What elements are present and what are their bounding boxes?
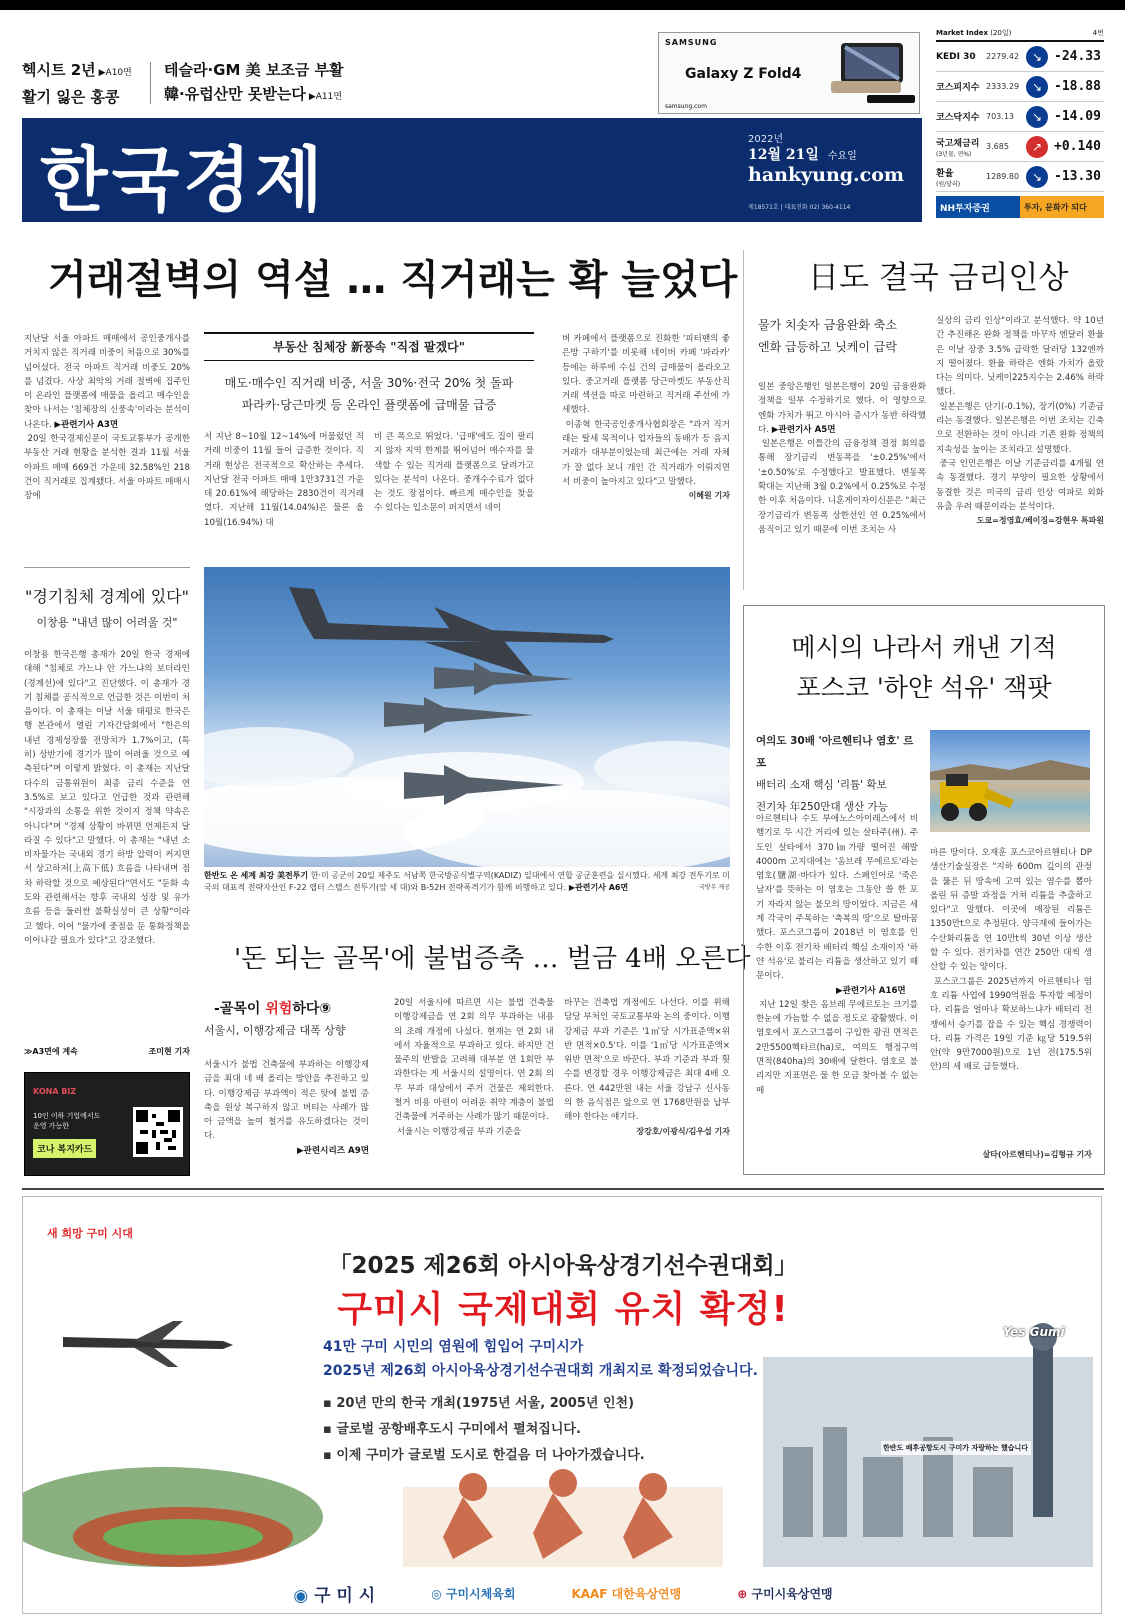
masthead-weekday: 수요일	[827, 151, 857, 162]
mi-change: -14.09	[1054, 109, 1101, 124]
alley-sub: 서울시, 이행강제금 대폭 상향	[204, 1024, 346, 1037]
boj-headline[interactable]: 日도 결국 금리인상	[808, 260, 1069, 296]
main-byline: 이혜원 기자	[688, 491, 730, 501]
alley-headline[interactable]: '돈 되는 골목'에 불법증축 … 벌금 4배 오른다	[234, 944, 751, 974]
samsung-brand: SAMSUNG	[665, 38, 718, 47]
arrow-down-icon: ↘	[1026, 166, 1048, 188]
aircraft-formation-icon	[204, 567, 730, 867]
posco-col1: 아르헨티나 수도 부에노스아이레스에서 비행기로 두 시간 거리에 있는 살타주(州). 주도인 살타에서 370㎞가량 떨어진 해발 4000m 고지대에는 '옴브레 무에르토'라는 염호(鹽湖·바다가 있다. 스페인어로 '죽은 남자'를 뜻하는 이 염호는 그동안 쓸 한 포기 자라지 않는 불모의 땅이었다. 지금은 세계 각국이 주목하는 '축복의 땅'으로 탈바꿈했다. 포스코그룹이 2018년 이 염호를 인수한 이후 전기차 배터리 핵심 소재이자 '하얀 석유'로 불리는 리튬을 생산하고 있기 때문이다. ▶관련기사 A16면 지난 12일 찾은 옴브레 무에르토는 크기를 한눈에 가늠할 수 없을 정도로 광활했다. 이 염호에서 포스코그룹이 구입한 광권 면적은 2만5500헥타르(ha)로, 여의도 행정구역 면적(840ha)의 30배에 달한다. 염호로 불리지만 지표면은 물 한 모금 찾아볼 수 없는 메	[756, 814, 918, 1096]
main-subheads	[204, 372, 534, 416]
posco-byline-row	[930, 1148, 1092, 1164]
market-index-row[interactable]	[936, 42, 1104, 72]
posco-byline: 살타(아르헨티나)=김형규 기자	[982, 1150, 1092, 1159]
mi-name: 국고채금리 (3년물, 연%)	[936, 138, 980, 158]
masthead-site[interactable]: hankyung.com	[748, 164, 905, 186]
teaser-right-line1: 테슬라·GM 美 보조금 부활	[164, 61, 344, 79]
main-story-col2: 서 지난 8~10월 12~14%에 머물렀던 직거래 비중이 11월 들어 급증한 것이다. 직거래 현상은 전국적으로 확산하는 추세다. 지난달 전국 아파트 매매 1만3731건 가운데 20.61%에 해당하는 2830건이 직거래였다. 지난해 11월(14.04%)은 물론 올 10월(16.94%) 대	[204, 432, 364, 528]
market-index-date: (20일)	[990, 29, 1012, 37]
lithium-salt-lake-photo[interactable]	[930, 730, 1090, 832]
posco-headline[interactable]	[743, 628, 1105, 708]
market-index-title: Market Index	[936, 29, 989, 37]
boj-col1: 일본 중앙은행인 일본은행이 20일 금융완화 정책을 일부 수정하기로 했다. 이 영향으로 엔화 가치가 뛰고 아시아 증시가 동반 하락했다. ▶관련기사 A5면 일본은행은 이틀간의 금융정책 결정 회의를 통해 장기금리 변동폭을 '±0.25%'에서 '±0.50%'로 수정했다고 발표했다. 변동폭 확대는 지난해 3월 0.2%에서 0.25%로 수정한 이후 처음이다. 니혼게이자이신문은 "최근 장기금리가 변동폭 상한선인 연 0.25%에서 움직이고 있기 때문에 이번 조치는 사	[758, 382, 926, 535]
qr-code-icon[interactable]	[133, 1107, 183, 1157]
recession-ref[interactable]: ≫A3면에 계속	[24, 1047, 78, 1056]
top-black-bar	[0, 0, 1125, 10]
arrow-down-icon: ↘	[1026, 76, 1048, 98]
samsung-product: Galaxy Z Fold4	[685, 66, 802, 82]
excavator-icon	[930, 730, 1090, 832]
ad-note: 한반도 배후공항도시 구미가 자랑하는 했습니다	[881, 1441, 1031, 1455]
market-index-row[interactable]	[936, 132, 1104, 162]
recession-rule	[24, 567, 190, 568]
mi-value: 3.685	[986, 142, 1009, 151]
boj-subheads	[758, 314, 918, 358]
ad-bullet-3: 이제 구미가 글로벌 도시로 한걸음 더 나아가겠습니다.	[336, 1448, 645, 1463]
fighter-jets-photo[interactable]	[204, 567, 730, 867]
boj-col2: 실상의 금리 인상"이라고 분석했다. 약 10년간 추진해온 완화 정책을 바꾸자 엔달러 환율은 이날 장중 3.5% 급락한 달러당 132엔까지 떨어졌다. 환율 하락은 엔화 가치가 올랐다는 의미다. 닛케이225지수는 2.46% 하락했다. 일본은행은 단기(-0.1%), 장기(0%) 기준금리는 동결했다. 일본은행은 이번 조치는 긴축으로 전환하는 것이 아니라 기존 완화 정책의 지속성을 높이는 조치라고 설명했다. 중국 인민은행은 이날 기준금리를 4개월 연속 동결했다. 경기 부양이 필요한 상황에서 동결한 것은 미국의 금리 인상 여파로 외화 유출 우려 때문이라는 분석이다. 도쿄=정영효/베이징=강현우 특파원	[936, 314, 1104, 585]
yes-gumi-badge: Yes Gumi	[1003, 1325, 1065, 1339]
galaxy-fold-phone-icon	[827, 37, 917, 111]
alley-col1: 서울시가 불법 건축물에 부과하는 이행강제금을 최대 네 배 올리는 방안을 추진하고 있다. 이행강제금 부과액이 적은 탓에 불법 증축을 원상 복구하지 않고 버티는 사례가 많아 금액을 높여 철거를 유도하겠다는 것이다. ▶관련시리즈 A9면	[204, 1058, 369, 1176]
nh-slogan: 투자, 문화가 되다	[1020, 196, 1104, 218]
photo-caption-text: 한·미 공군이 20일 제주도 서남쪽 한국방공식별구역(KADIZ) 일대에서 연합 공군훈련을 실시했다. 세계 최강 전투기로 미국의 대표적 전략자산인 F-22 랩터 스텔스 전투기(앞 세 대)와 B-52H 전략폭격기가 함께 비행하고 있다.	[204, 871, 730, 892]
teaser-divider	[150, 62, 151, 104]
posco-col2: 마른 땅이다. 오재훈 포스코아르헨티나 DP생산기술실장은 "지하 600m 깊이의 관정을 뚫은 뒤 땅속에 고여 있는 염수를 뽑아 올린 뒤 증발 과정을 거쳐 리튬을 추출하고 있다"고 말했다. 이곳에 매장된 리튬은 1350만t으로 추정된다. 양극재에 들어가는 수산화리튬을 연 10만t씩 30년 이상 생산할 수 있다. 전기차를 연간 250만 대씩 생산할 수 있는 양이다. 포스코그룹은 2025년까지 아르헨티나 염호 리튬 사업에 1990억원을 투자할 예정이다. 리튬을 얼마나 확보하느냐가 배터리 전쟁에서 승기를 잡을 수 있는 핵심 경쟁력이다. 리튬 가격은 19일 기준 ㎏당 519.5위안(약 9만7000원)으로 1년 전(175.5위안)의 세 배로 급등했다.	[930, 848, 1092, 1073]
recession-sub: 이창용 "내년 많이 어려울 것"	[36, 616, 178, 629]
photo-caption-ref[interactable]: ▶관련기사 A6면	[568, 883, 629, 892]
mi-name: 환율 (원/달러)	[936, 168, 961, 188]
market-index-rows	[936, 42, 1104, 192]
teaser-left-line1: 헥시트 2년	[22, 61, 96, 79]
masthead-year: 2022년	[748, 134, 784, 145]
mi-value: 1289.80	[986, 172, 1020, 181]
samsung-url: samsung.com	[665, 103, 707, 110]
ad-bullet-1: 20년 만의 한국 개최(1975년 서울, 2005년 인천)	[336, 1396, 635, 1411]
ad-title: 「2025 제26회 아시아육상경기선수권대회」	[328, 1253, 798, 1279]
teaser-left-ref: ▶A10면	[98, 68, 132, 78]
newspaper-logo[interactable]: 한국경제	[40, 139, 327, 221]
boj-sub2: 엔화 급등하고 닛케이 급락	[758, 340, 897, 354]
main-headline[interactable]: 거래절벽의 역설 … 직거래는 확 늘었다	[48, 257, 738, 303]
main-story-col3: 비 큰 폭으로 뛰었다. '급매'에도 집이 팔리지 않자 지역 한계를 뛰어넘어 매수자를 물색할 수 있는 직거래 플랫폼으로 달려가고 있다는 분석이 나온다. 중개수수료가 없다는 것도 장점이다. 빠르게 매수인을 찾을 수 있다는 입소문이 퍼지면서 네이	[374, 432, 534, 514]
mi-name: 코스닥지수	[936, 113, 980, 123]
alley-series-label: -골목이 위험하다⑨	[214, 1001, 332, 1017]
alley-col2: 20일 서울시에 따르면 시는 불법 건축물 이행강제금을 연 2회 의무 부과하는 내용의 조례 개정에 나섰다. 현재는 연 2회 내에서 자율적으로 부과하고 있다. 하지만 건물주의 반발을 고려해 대부분 연 1회만 부과한다는 게 서울시의 설명이다. 연 2회 의무 부과 대상에서 주거 건물은 제외한다. 철거 비용 마련이 어려운 취약 계층이 불법 건축물에 거주하는 사례가 많기 때문이다. 서울시는 이행강제금 부과 기준을	[394, 998, 554, 1137]
ad-bullets: ▪ 20년 만의 한국 개최(1975년 서울, 2005년 인천) ▪ 글로벌 공항배후도시 구미에서 펼쳐집니다. ▪ 이제 구미가 글로벌 도시로 한걸음 더 나아가겠습니다.	[323, 1396, 645, 1463]
masthead-date: 12월 21일	[748, 147, 819, 163]
teaser-right-line2: 韓·유럽산만 못받는다	[164, 85, 306, 103]
alley-ref[interactable]: ▶관련시리즈 A9면	[296, 1145, 369, 1156]
posco-sub3: 전기차 年250만대 생산 가능	[756, 801, 888, 813]
photo-caption-title: 한반도 온 세계 최강 美전투기	[204, 871, 309, 880]
ad-tagline: 새 희망 구미 시대	[47, 1227, 133, 1240]
main-story-col1: 지난달 서울 아파트 매매에서 공인중개사를 거치지 않은 직거래 비중이 처음으로 30%를 넘어섰다. 전국 아파트 직거래 비중도 20%를 넘겼다. 사상 최악의 거래 절벽에 집주인이 온라인 플랫폼에 매물을 올리고 매수인을 찾아 나서는 '침체장의 신풍속'이라는 분석이 나온다. ▶관련기사 A3면 20일 한국경제신문이 국토교통부가 공개한 부동산 거래 현황을 분석한 결과 11월 서울 아파트 매매 669건 가운데 32.58%인 218건이 직거래로 집계됐다. 서울 아파트 매매시장에	[24, 334, 190, 502]
arrow-up-icon: ↗	[1026, 136, 1048, 158]
mi-value: 2279.42	[986, 52, 1020, 61]
recession-footer	[24, 1046, 190, 1057]
arrow-down-icon: ↘	[1026, 106, 1048, 128]
teaser-hongkong[interactable]	[22, 58, 152, 109]
ad-logos-bar	[23, 1573, 1102, 1613]
recession-byline: 조미현 기자	[148, 1047, 190, 1056]
airplane-icon	[63, 1321, 233, 1367]
nh-sponsor[interactable]: NH투자증권	[936, 196, 1020, 218]
samsung-ad[interactable]	[658, 32, 920, 114]
gumi-athletics-logo[interactable]: ⊕ 구미시육상연맹	[737, 1586, 833, 1601]
ad-separator	[22, 1188, 1104, 1190]
mi-change: -18.88	[1054, 79, 1101, 94]
teaser-tesla[interactable]	[164, 58, 394, 109]
masthead-issue: 제18571호 | 대표전화 02) 360-4114	[748, 204, 851, 211]
photo-caption	[204, 870, 730, 894]
market-index-row[interactable]	[936, 72, 1104, 102]
mi-change: -13.30	[1054, 169, 1101, 184]
posco-headline-2: 포스코 '하얀 석유' 잭팟	[796, 673, 1052, 702]
market-index-row[interactable]	[936, 162, 1104, 192]
masthead	[22, 118, 922, 222]
kona-text: 10인 이하 기업에서도 운영 가능한	[33, 1112, 101, 1130]
market-index-panel	[936, 28, 1104, 224]
recession-body: 이창용 한국은행 총재가 20일 한국 경제에 대해 "침체로 가느냐 안 가느냐의 보더라인(경계선)에 있다"고 진단했다. 이 총재가 경기 침체를 공식적으로 언급한 것은 이번이 처음이다. 이 총재는 이날 서울 태평로 한국은행 본관에서 열린 기자간담회에서 "한은의 내년 경제성장률 전망치가 1.7%이고, (특히) 상반기에 경기가 많이 어려울 것으로 예측된다"며 이렇게 밝혔다. 이 총재는 지난달 다수의 금통위원이 최종 금리 수준을 연 3.5%로 보고 있다고 언급한 것과 관련해 "시장과의 소통을 위한 것이지 정책 약속은 아니다"며 "경제 상황이 바뀌면 언제든지 달라질 수 있다"고 말했다. 이 총재는 "내년 소비자물가는 국내외 경기 하방 압력이 커지면서 상고하저(上高下低) 흐름을 나타내며 점차 하락할 것으로 예상된다"면서도 "둔화 속도와 관련해서는 향후 국내외 성장 및 유가 흐름 등을 둘러싼 불확실성이 큰 상황"이라고 했다. 이어 "물가에 중점을 둔 통화정책을 이어나갈 필요가 있다"고 강조했다.	[24, 650, 190, 946]
main-sub1: 매도·매수인 직거래 비중, 서울 30%·전국 20% 첫 돌파	[224, 376, 514, 390]
gumi-sports-council-logo[interactable]: ◎ 구미시체육회	[431, 1586, 516, 1601]
alley-col3: 바꾸는 건축법 개정에도 나선다. 이를 위해 담당 부처인 국토교통부와 논의 중이다. 이행강제금 부과 기준은 '1㎡당 시가표준액×위반 면적×0.5'다. 이를 '1㎡당 시가표준액×위반 면적'으로 바꾼다. 부과 기준과 부과 횟수를 변경할 경우 이행강제금은 최대 4배 오른다. 연 442만원 내는 서울 강남구 신사동의 한 음식점은 앞으로 연 1768만원을 납부해야 한다는 얘기다. 장강호/이광식/김우섭 기자	[564, 996, 730, 1176]
posco-ref[interactable]: ▶관련기사 A16면	[836, 985, 906, 996]
mi-value: 703.13	[986, 112, 1014, 121]
main-sub2: 파라카·당근마켓 등 온라인 플랫폼에 급매물 급증	[241, 398, 497, 412]
main-kicker: 부동산 침체장 新풍속 "직접 팔겠다"	[273, 340, 465, 354]
mi-value: 2333.29	[986, 82, 1020, 91]
main-story-divider	[743, 250, 744, 590]
boj-byline: 도쿄=정영효/베이징=강현우 특파원	[976, 516, 1104, 526]
mi-name: KEDI 30	[936, 51, 976, 62]
ad-blue-2: 2025년 제26회 아시아육상경기선수권대회 개최지로 확정되었습니다.	[323, 1363, 758, 1379]
mi-name: 코스피지수	[936, 83, 980, 93]
teaser-right-ref: ▶A11면	[308, 92, 343, 102]
recession-headline[interactable]: "경기침체 경계에 있다"	[25, 587, 189, 606]
posco-sub1: 여의도 30배 '아르헨티나 염호' 르포	[756, 735, 914, 769]
main-story-col4: 버 카페에서 플랫폼으로 진화한 '피터팬의 좋은방 구하기'를 비롯해 네이버 카페 '파라카' 등에는 하루에 수십 건의 급매물이 올라오고 있다. 중고거래 플랫폼 당근마켓도 부동산직거래 섹션을 따로 마련하고 직거래 주선에 가세했다. 이종혁 한국공인중개사협회장은 "과거 직거래는 탈세 목적이나 업자들의 동배가 등 음지 거래가 대부분이었는데 최근에는 거래 자체가 잘 없다 보니 개인 간 직거래가 이뤄지면서 비중이 높아지고 있다"고 말했다. 이혜원 기자	[562, 332, 730, 560]
teaser-left-line2: 활기 잃은 홍콩	[22, 88, 120, 106]
posco-sub2: 배터리 소재 핵심 '리튬' 확보	[756, 779, 887, 791]
kona-card-label: 코나 복지카드	[33, 1139, 96, 1158]
ad-artwork	[23, 1297, 1102, 1567]
alley-byline: 장강호/이광식/김우섭 기자	[636, 1126, 730, 1136]
kicker-rule-bottom	[204, 360, 534, 361]
boj-ref[interactable]: ▶관련기사 A5면	[771, 424, 836, 435]
kona-card-ad[interactable]	[24, 1072, 190, 1176]
mi-change: -24.33	[1054, 49, 1101, 64]
market-index-row[interactable]	[936, 102, 1104, 132]
mi-change: +0.140	[1054, 139, 1101, 154]
boj-sub1: 물가 치솟자 금융완화 축소	[758, 318, 897, 332]
ad-bullet-2: 글로벌 공항배후도시 구미에서 펼쳐집니다.	[336, 1422, 581, 1437]
ad-blue-1: 41만 구미 시민의 염원에 힘입어 구미시가	[323, 1339, 584, 1355]
posco-headline-1: 메시의 나라서 캐낸 기적	[791, 633, 1057, 662]
main-ref[interactable]: ▶관련기사 A3면	[54, 419, 119, 430]
posco-subheads	[756, 730, 916, 818]
kaaf-logo[interactable]: KAAF 대한육상연맹	[571, 1586, 682, 1601]
gumi-athletics-ad[interactable]	[22, 1196, 1102, 1614]
arrow-down-icon: ↘	[1026, 46, 1048, 68]
market-index-unit: 4번	[1092, 29, 1104, 37]
gumi-city-logo[interactable]: ◉ 구 미 시	[293, 1585, 376, 1606]
kicker-rule-top	[204, 332, 534, 334]
ad-title-red: 구미시 국제대회 유치 확정!	[337, 1289, 789, 1330]
kona-brand: KONA BIZ	[33, 1087, 77, 1096]
photo-credit: 국방부 제공	[699, 884, 730, 891]
